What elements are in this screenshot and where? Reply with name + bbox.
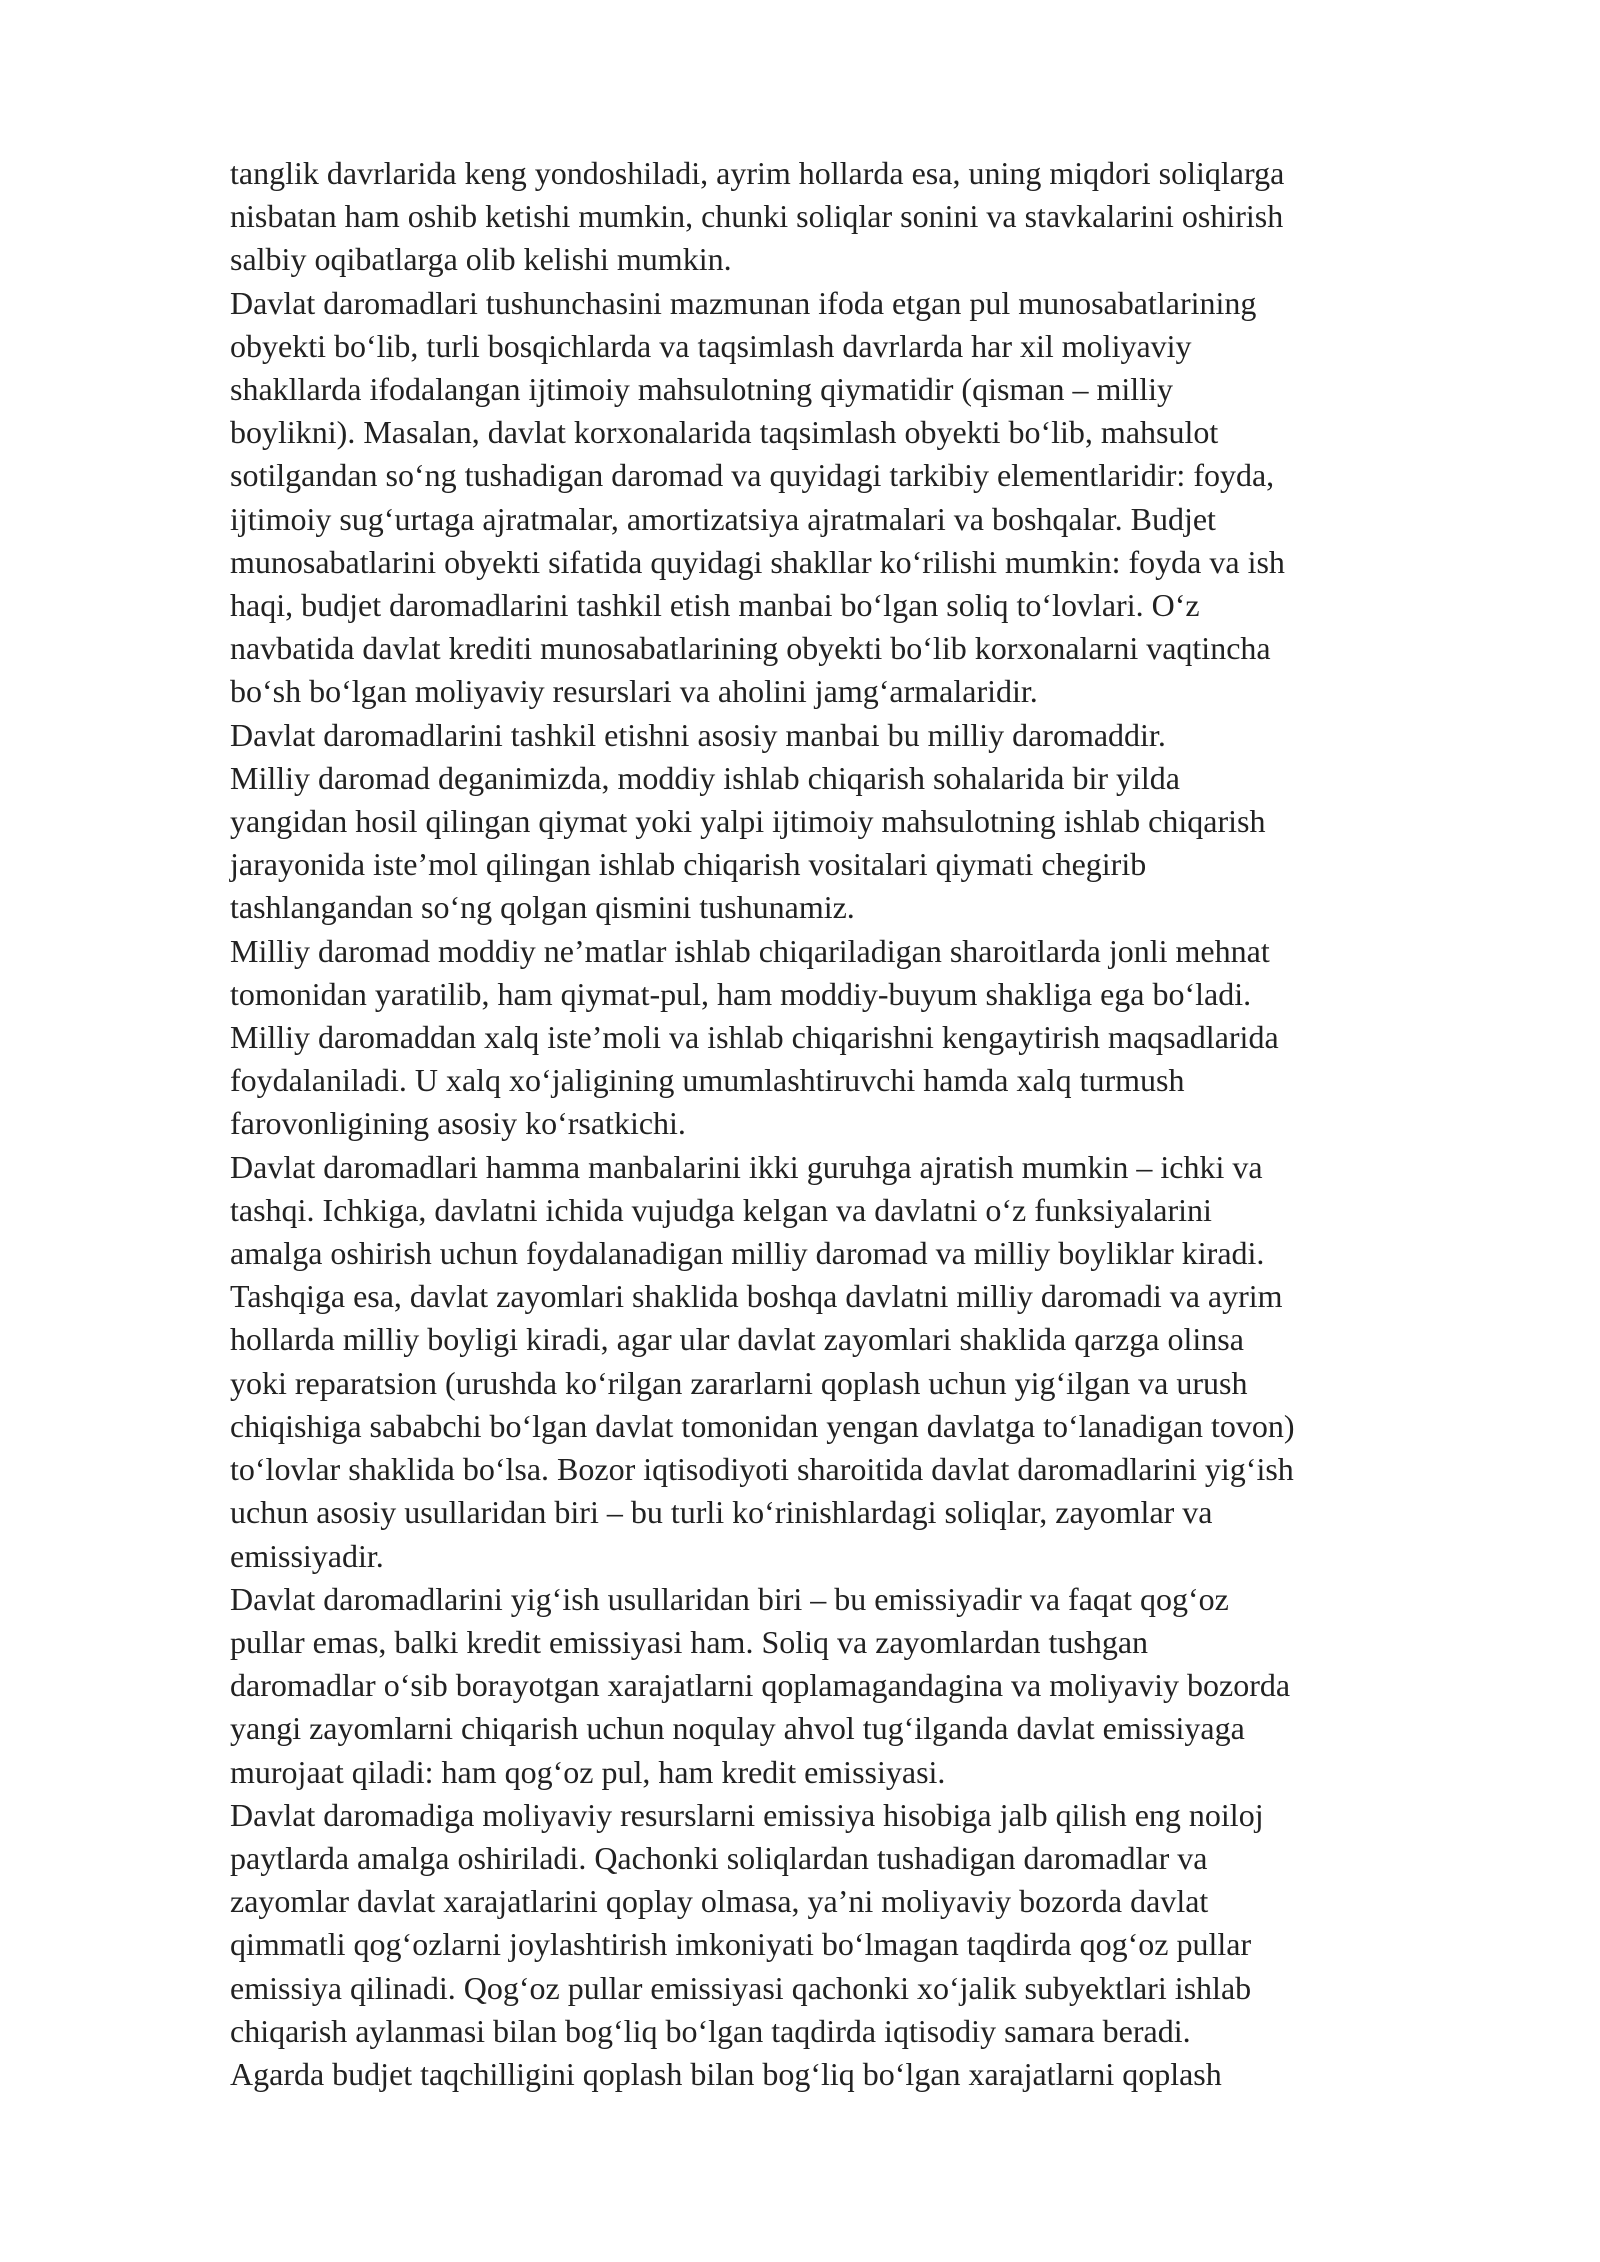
paragraph-7: Davlat daromadlarini yig‘ish usullaridan biri – bu emissiyadir va faqat qog‘oz pullar emas, balki kredit emissiyasi ham. Soliq va zayomlardan tushgan daromadlar o‘sib borayotgan xarajatlarni qoplamagandagina va moliyaviy bozorda yangi zayomlarni chiqarish uchun noqulay ahvol tug‘ilganda davlat emissiyaga murojaat qiladi: ham qog‘oz pul, ham kredit emissiyasi. <box>230 1580 1291 1790</box>
paragraph-5: Milliy daromad moddiy ne’matlar ishlab chiqariladigan sharoitlarda jonli mehnat tomonidan yaratilib, ham qiymat-pul, ham moddiy-buyum shakliga ega bo‘ladi. Milliy daromaddan xalq iste’moli va ishlab chiqarishni kengaytirish maqsadlarida foydalaniladi. U xalq xo‘jaligining umumlashtiruvchi hamda xalq turmush farovonligining asosiy ko‘rsatkichi. <box>230 932 1279 1142</box>
paragraph-1: tanglik davrlarida keng yondoshiladi, ayrim hollarda esa, uning miqdori soliqlarga nisbatan ham oshib ketishi mumkin, chunki soliqlar sonini va stavkalarini oshirish salbiy oqibatlarga olib kelishi mumkin. <box>230 155 1285 278</box>
document-body <box>230 152 1510 2096</box>
paragraph-4: Milliy daromad deganimizda, moddiy ishlab chiqarish sohalarida bir yilda yangidan hosil qilingan qiymat yoki yalpi ijtimoiy mahsulotning ishlab chiqarish jarayonida iste’mol qilingan ishlab chiqarish vositalari qiymati chegirib tashlangandan so‘ng qolgan qismini tushunamiz. <box>230 759 1266 926</box>
paragraph-6: Davlat daromadlari hamma manbalarini ikki guruhga ajratish mumkin – ichki va tashqi. Ichkiga, davlatni ichida vujudga kelgan va davlatni o‘z funksiyalarini amalga oshirish uchun foydalanadigan milliy daromad va milliy boyliklar kiradi. Tashqiga esa, davlat zayomlari shaklida boshqa davlatni milliy daromadi va ayrim hollarda milliy boyligi kiradi, agar ular davlat zayomlari shaklida qarzga olinsa yoki reparatsion (urushda ko‘rilgan zararlarni qoplash uchun yig‘ilgan va urush chiqishiga sababchi bo‘lgan davlat tomonidan yengan davlatga to‘lanadigan tovon) to‘lovlar shaklida bo‘lsa. Bozor iqtisodiyoti sharoitida davlat daromadlarini yig‘ish uchun asosiy usullaridan biri – bu turli ko‘rinishlardagi soliqlar, zayomlar va emissiyadir. <box>230 1148 1295 1574</box>
paragraph-3: Davlat daromadlarini tashkil etishni asosiy manbai bu milliy daromaddir. <box>230 716 1166 753</box>
paragraph-8: Davlat daromadiga moliyaviy resurslarni emissiya hisobiga jalb qilish eng noiloj paytlarda amalga oshiriladi. Qachonki soliqlardan tushadigan daromadlar va zayomlar davlat xarajatlarini qoplay olmasa, ya’ni moliyaviy bozorda davlat qimmatli qog‘ozlarni joylashtirish imkoniyati bo‘lmagan taqdirda qog‘oz pullar emissiya qilinadi. Qog‘oz pullar emissiyasi qachonki xo‘jalik subyektlari ishlab chiqarish aylanmasi bilan bog‘liq bo‘lgan taqdirda iqtisodiy samara beradi. <box>230 1796 1264 2049</box>
paragraph-9: Agarda budjet taqchilligini qoplash bilan bog‘liq bo‘lgan xarajatlarni qoplash <box>230 2055 1222 2092</box>
paragraph-2: Davlat daromadlari tushunchasini mazmunan ifoda etgan pul munosabatlarining obyekti bo‘lib, turli bosqichlarda va taqsimlash davrlarda har xil moliyaviy shakllarda ifodalangan ijtimoiy mahsulotning qiymatidir (qisman – milliy boylikni). Masalan, davlat korxonalarida taqsimlash obyekti bo‘lib, mahsulot sotilgandan so‘ng tushadigan daromad va quyidagi tarkibiy elementlaridir: foyda, ijtimoiy sug‘urtaga ajratmalar, amortizatsiya ajratmalari va boshqalar. Budjet munosabatlarini obyekti sifatida quyidagi shakllar ko‘rilishi mumkin: foyda va ish haqi, budjet daromadlarini tashkil etish manbai bo‘lgan soliq to‘lovlari. O‘z navbatida davlat krediti munosabatlarining obyekti bo‘lib korxonalarni vaqtincha bo‘sh bo‘lgan moliyaviy resurslari va aholini jamg‘armalaridir. <box>230 284 1285 710</box>
